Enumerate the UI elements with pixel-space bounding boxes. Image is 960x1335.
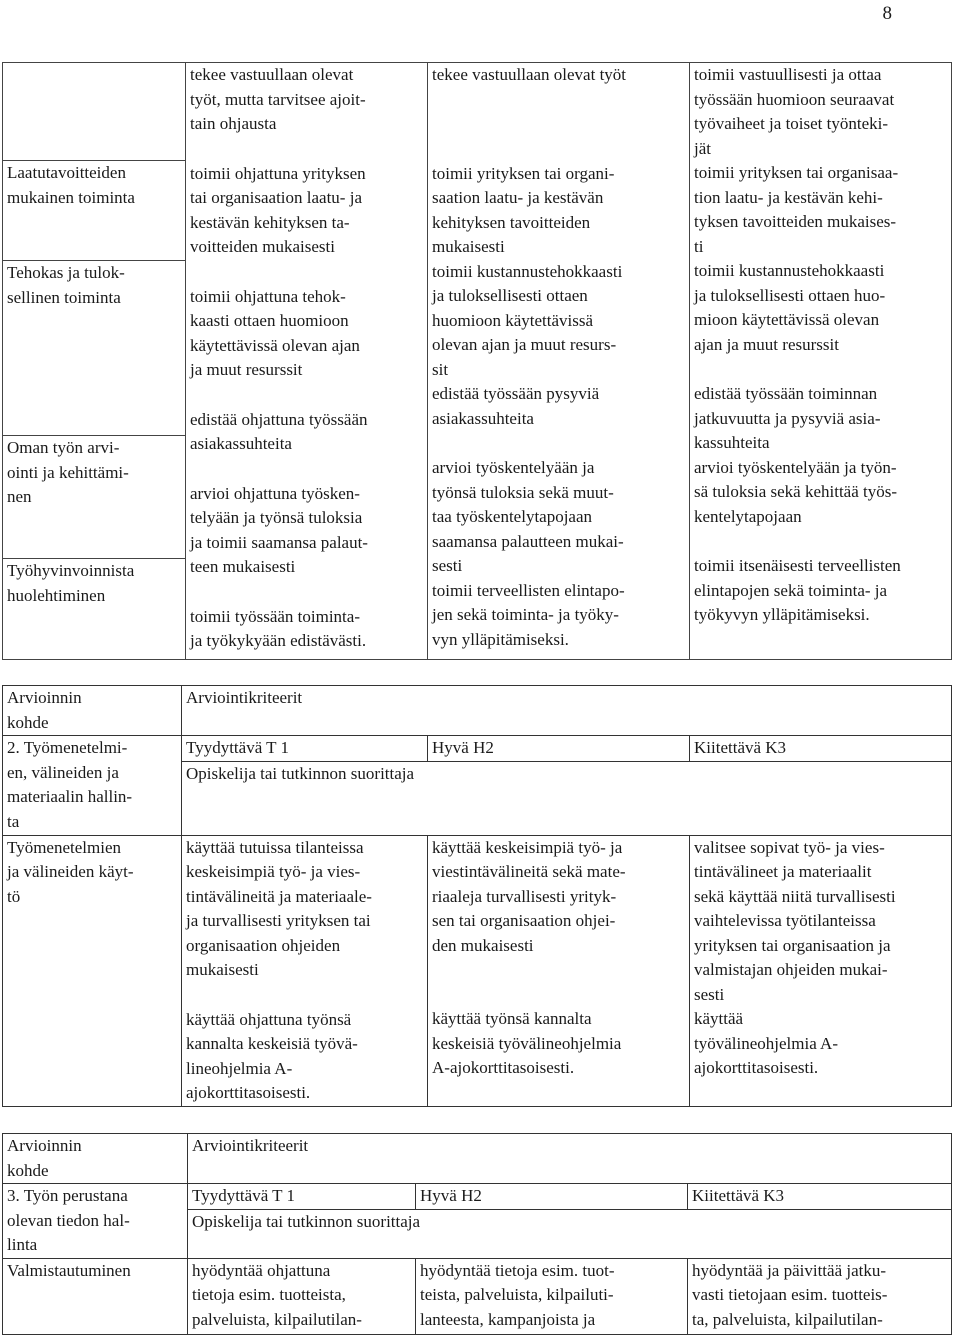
table1-t1-cell: toimii ohjattuna yrityksen tai organisaation laatu- ja kestävän kehityksen ta- voitteiden mukaisesti — [190, 163, 366, 256]
grade-k3: Kiitettävä K3 — [690, 736, 952, 762]
table3-h2-cell: hyödyntää tietoja esim. tuot- teista, palveluista, kilpailuti- lanteesta, kampanjoista ja — [416, 1258, 688, 1334]
grade-t1: Tyydyttävä T 1 — [188, 1184, 416, 1210]
grade-h2: Hyvä H2 — [416, 1184, 688, 1210]
table2-h2-cell: käyttää keskeisimpiä työ- ja viestintävälineitä sekä mate- riaaleja turvallisesti yrityk- sen tai organisaation ohjei- den mukaisesti — [432, 837, 626, 955]
table1-col-h2 — [428, 63, 690, 660]
table2-col-t1 — [182, 835, 428, 1106]
table1-row-label: Laatutavoitteiden mukainen toiminta — [3, 161, 186, 261]
criteria-table-3 — [2, 1133, 952, 1335]
table1-k3-cell: toimii vastuullisesti ja ottaa työssään huomioon seuraavat työvaiheet ja toiset työnteki- jät — [694, 65, 895, 158]
criteria-label: Arviointikriteerit — [182, 686, 952, 736]
table1-t1-cell: arvioi ohjattuna työsken- telyään ja työnsä tuloksia ja toimii saamansa palaut- teen mukaisesti — [190, 483, 368, 576]
row-label: Valmistautuminen — [3, 1258, 188, 1334]
criteria-table-2 — [2, 685, 952, 1107]
table2-col-k3 — [690, 835, 952, 1106]
table2-t1-cell: käyttää tutuissa tilanteissa keskeisimpiä työ- ja vies- tintävälineitä ja materiaale- ja turvallisesti yrityksen tai organisaation ohjeiden mukaisesti — [186, 837, 372, 979]
criteria-table-1 — [2, 62, 952, 660]
table2-col-h2 — [428, 835, 690, 1106]
table1-col-t1 — [186, 63, 428, 660]
table1-h2-cell: arvioi työskentelyään ja työnsä tuloksia sekä muut- taa työskentelytapojaan saamansa palautteen mukai- sesti — [432, 458, 624, 575]
table1-row-label: Työhyvinvoinnista huolehtiminen — [3, 559, 186, 660]
target-label: Arvioinnin kohde — [3, 686, 182, 736]
table1-k3-cell: toimii itsenäisesti terveellisten elintapojen sekä toiminta- ja työkyvyn ylläpitämiseksi. — [694, 556, 901, 624]
target-label: Arvioinnin kohde — [3, 1134, 188, 1184]
table1-t1-cell: toimii ohjattuna tehok- kaasti ottaen huomioon käytettävissä olevan ajan ja muut resurssit — [190, 286, 360, 379]
table1-h2-cell: toimii yrityksen tai organi- saation laatu- ja kestävän kehityksen tavoitteiden mukaisesti — [432, 163, 615, 256]
table1-t1-cell: toimii työssään toiminta- ja työkykyään edistävästi. — [190, 606, 367, 650]
section-title: 3. Työn perustana olevan tiedon hal- linta — [3, 1184, 188, 1259]
subject-label: Opiskelija tai tutkinnon suorittaja — [188, 1209, 952, 1258]
table1-k3-cell: toimii kustannustehokkaasti ja tuloksellisesti ottaen huo- mioon käytettävissä olevan ajan ja muut resurssit — [694, 261, 886, 354]
table1-h2-cell: edistää työssään pysyviä asiakassuhteita — [432, 384, 600, 428]
row-label: Työmenetelmien ja välineiden käyt- tö — [3, 835, 182, 1106]
table1-h2-cell: toimii terveellisten elintapo- jen sekä toiminta- ja työky- vyn ylläpitämiseksi. — [432, 580, 625, 649]
table1-left-empty — [3, 63, 186, 161]
table2-k3-cell: käyttää työvälineohjelmia A- ajokorttitasoisesti. — [694, 1009, 838, 1077]
table1-h2-cell: tekee vastuullaan olevat työt — [432, 65, 627, 84]
table1-t1-cell: edistää ohjattuna työssään asiakassuhteita — [190, 409, 368, 453]
grade-t1: Tyydyttävä T 1 — [182, 736, 428, 762]
table2-t1-cell: käyttää ohjattuna työnsä kannalta keskeisiä työvä- lineohjelmia A- ajokorttitasoisesti. — [186, 1009, 358, 1102]
table1-t1-cell: tekee vastuullaan olevat työt, mutta tarvitsee ajoit- tain ohjausta — [190, 65, 366, 133]
table2-h2-cell: käyttää työnsä kannalta keskeisiä työvälineohjelmia A-ajokorttitasoisesti. — [432, 1009, 622, 1077]
table3-t1-cell: hyödyntää ohjattuna tietoja esim. tuotteista, palveluista, kilpailutilan- — [188, 1258, 416, 1334]
table1-k3-cell: edistää työssään toiminnan jatkuvuutta ja pysyviä asia- kassuhteita — [694, 384, 881, 452]
table1-k3-cell: toimii yrityksen tai organisaa- tion laatu- ja kestävän kehi- tyksen tavoitteiden mukaises- ti — [694, 163, 899, 256]
table3-k3-cell: hyödyntää ja päivittää jatku- vasti tietojaan esim. tuotteis- ta, palveluista, kilpailutilan- — [688, 1258, 952, 1334]
table2-k3-cell: valitsee sopivat työ- ja vies- tintävälineet ja materiaalit sekä käyttää niitä turvallisesti vaihtelevissa työtilanteissa yrityksen tai organisaation ja valmistajan ohjeiden mukai- sesti — [694, 837, 896, 1004]
table1-h2-cell: toimii kustannustehokkaasti ja tuloksellisesti ottaen huomioon käytettävissä olevan ajan ja muut resurs- sit — [432, 261, 623, 379]
page-number: 8 — [882, 3, 892, 24]
table1-row-label: Oman työn arvi- ointi ja kehittämi- nen — [3, 436, 186, 559]
table1-k3-cell: arvioi työskentelyään ja työn- sä tuloksia sekä kehittää työs- kentelytapojaan — [694, 457, 898, 526]
section-title: 2. Työmenetelmi- en, välineiden ja materiaalin hallin- ta — [3, 736, 182, 836]
grade-h2: Hyvä H2 — [428, 736, 690, 762]
grade-k3: Kiitettävä K3 — [688, 1184, 952, 1210]
subject-label: Opiskelija tai tutkinnon suorittaja — [182, 761, 952, 835]
table1-col-k3 — [690, 63, 952, 660]
table1-row-label: Tehokas ja tulok- sellinen toiminta — [3, 261, 186, 436]
criteria-label: Arviointikriteerit — [188, 1134, 952, 1184]
